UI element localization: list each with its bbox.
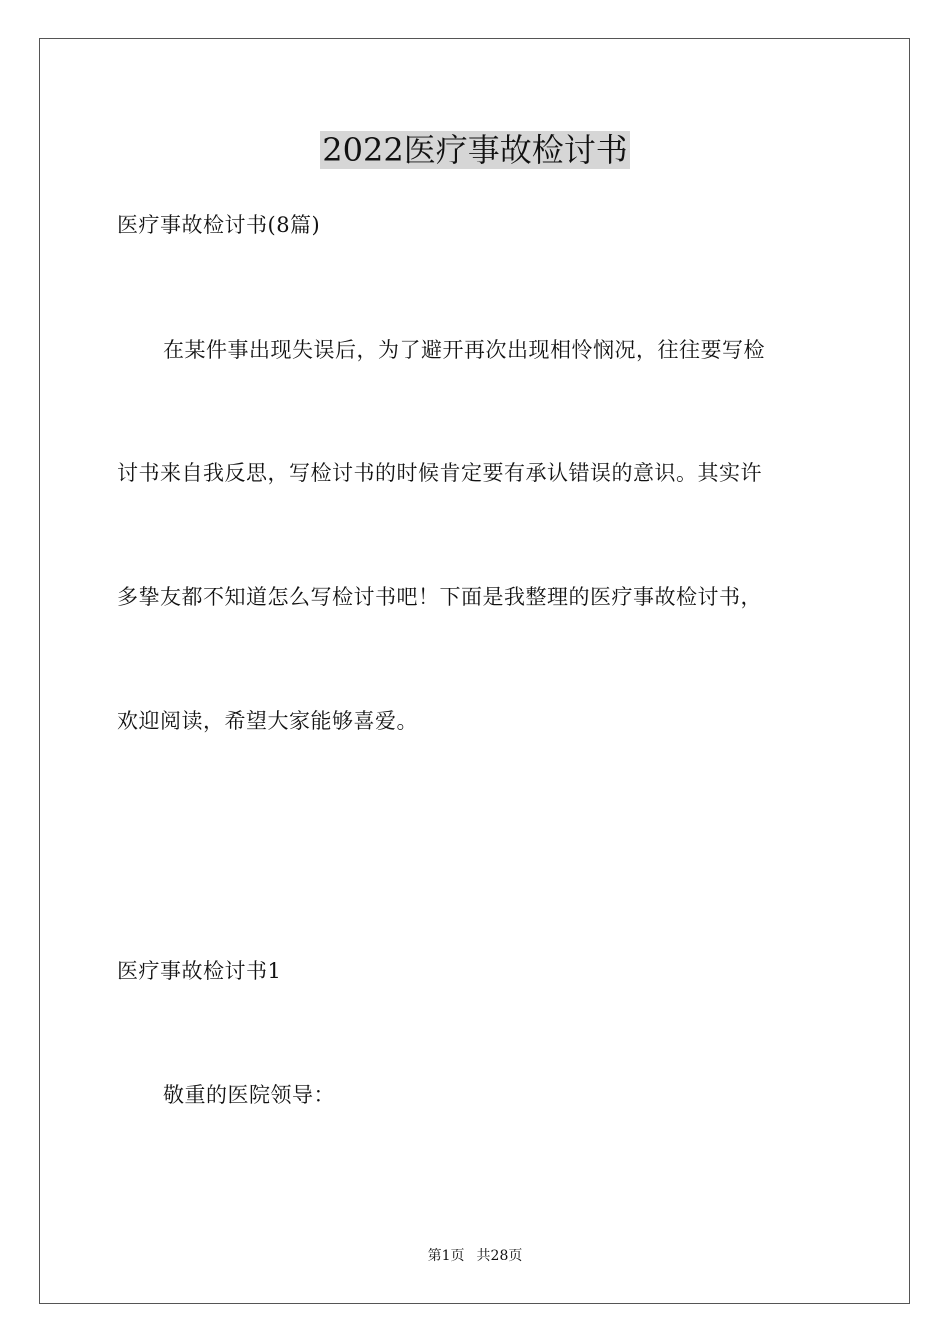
intro-line-4: 欢迎阅读，希望大家能够喜爱。 (117, 709, 418, 733)
intro-line-3: 多挚友都不知道怎么写检讨书吧！下面是我整理的医疗事故检讨书， (117, 585, 762, 609)
document-title-text: 2022医疗事故检讨书 (322, 131, 628, 169)
document-subtitle: 医疗事故检讨书(8篇) (117, 213, 321, 237)
intro-line-1: 在某件事出现失误后，为了避开再次出现相怜悯况，往往要写检 (163, 338, 765, 362)
page-footer (0, 1246, 950, 1266)
page-total: 共28页 (476, 1248, 523, 1264)
section-heading: 医疗事故检讨书1 (117, 959, 282, 983)
intro-line-2: 讨书来自我反思，写检讨书的时候肯定要有承认错误的意识。其实许 (117, 461, 762, 485)
salutation: 敬重的医院领导： (163, 1083, 335, 1107)
document-title (0, 128, 950, 172)
page-number: 第1页 (427, 1248, 465, 1264)
